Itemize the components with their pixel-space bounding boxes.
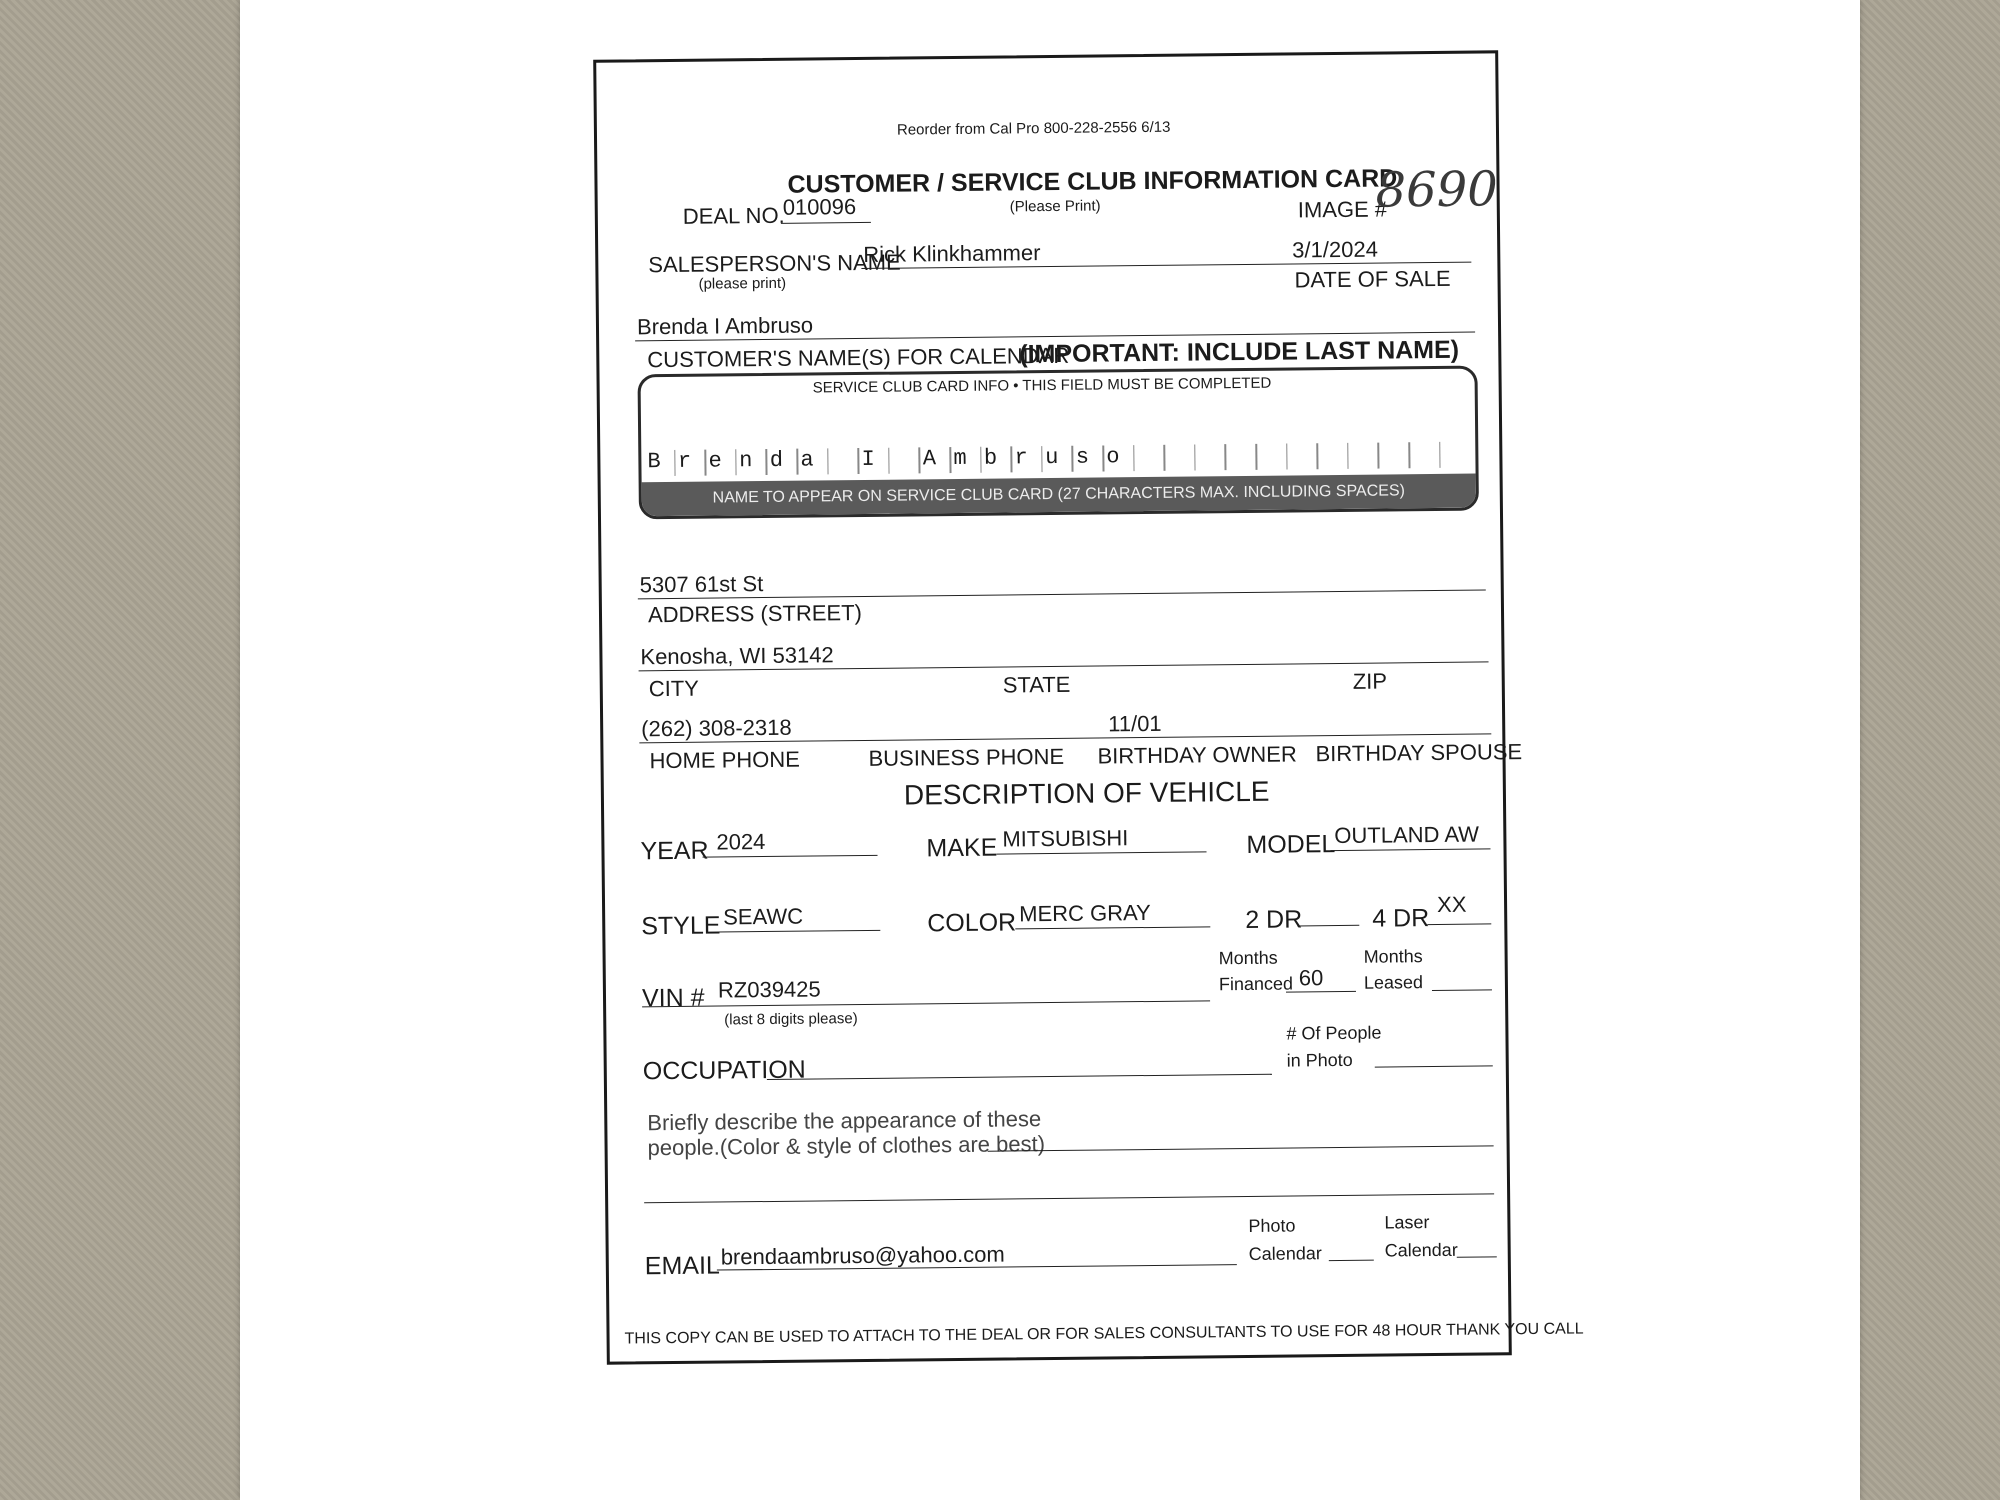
deal-no-label: DEAL NO.	[682, 202, 785, 229]
months-financed-value: 60	[1298, 965, 1324, 991]
service-club-cell-divider	[1133, 445, 1135, 471]
customer-name-value: Brenda I Ambruso	[636, 312, 814, 340]
service-club-cell-divider	[1378, 443, 1380, 469]
color-label: COLOR	[927, 908, 1017, 938]
salesperson-value: Rick Klinkhammer	[863, 240, 1041, 267]
customer-name-label: CUSTOMER'S NAME(S) FOR CALENDAR	[647, 342, 1070, 373]
image-number-handwritten: 8690	[1375, 161, 1499, 219]
service-club-cell-divider	[1194, 444, 1196, 470]
salesperson-label: SALESPERSON'S NAME	[648, 249, 901, 278]
reorder-note: Reorder from Cal Pro 800-228-2556 6/13	[896, 118, 1171, 139]
service-club-letter: u	[1045, 444, 1059, 471]
email-value: brendaambruso@yahoo.com	[720, 1241, 1005, 1270]
months-leased-label-2: Leased	[1363, 972, 1424, 993]
style-value: SEAWC	[723, 903, 804, 930]
laser-calendar-label-1: Laser	[1384, 1212, 1430, 1233]
service-club-letter: s	[1075, 444, 1090, 470]
service-club-cell-divider	[1072, 446, 1074, 472]
service-club-cell-divider	[1225, 444, 1227, 470]
service-club-cell-divider	[1408, 442, 1410, 468]
service-club-cell-divider	[1439, 442, 1441, 468]
service-club-cell-divider	[1010, 446, 1012, 472]
year-value: 2024	[716, 829, 766, 855]
service-club-letter: e	[708, 448, 722, 474]
zip-label: ZIP	[1352, 668, 1388, 694]
service-club-cell-divider	[1041, 446, 1043, 472]
vin-value: RZ039425	[717, 976, 821, 1003]
please-print-note: (Please Print)	[1009, 197, 1101, 216]
image-label: IMAGE #	[1297, 196, 1388, 223]
photo-calendar-label-1: Photo	[1248, 1215, 1296, 1236]
service-club-box	[637, 366, 1478, 520]
service-club-letter: r	[677, 448, 692, 474]
service-club-letter: o	[1106, 444, 1120, 470]
service-club-letter: n	[739, 448, 753, 474]
city-state-zip-value: Kenosha, WI 53142	[640, 642, 834, 670]
service-club-cell-divider	[796, 449, 798, 475]
service-club-cell-divider	[704, 450, 706, 476]
business-phone-label: BUSINESS PHONE	[868, 743, 1065, 771]
service-club-cell-divider	[1347, 443, 1349, 469]
four-door-label: 4 DR	[1372, 904, 1430, 933]
months-leased-label-1: Months	[1363, 946, 1423, 967]
model-label: MODEL	[1246, 830, 1336, 859]
year-label: YEAR	[640, 836, 709, 866]
style-label: STYLE	[641, 911, 721, 941]
service-club-letter: A	[922, 446, 937, 472]
describe-line-2: people.(Color & style of clothes are best)	[647, 1131, 1046, 1161]
four-door-value: XX	[1436, 891, 1467, 917]
salesperson-sub: (please print)	[698, 274, 787, 293]
information-card	[593, 50, 1584, 1364]
important-note: (IMPORTANT: INCLUDE LAST NAME)	[1019, 335, 1460, 369]
service-club-cell-divider	[735, 449, 737, 475]
address-label: ADDRESS (STREET)	[647, 599, 863, 628]
service-club-letter: r	[1014, 445, 1028, 471]
birthday-owner-label: BIRTHDAY OWNER	[1097, 741, 1297, 769]
birthday-spouse-label: BIRTHDAY SPOUSE	[1315, 739, 1523, 767]
service-club-letter: m	[953, 445, 967, 472]
service-club-cell-divider	[1255, 444, 1257, 470]
date-of-sale-label: DATE OF SALE	[1294, 265, 1451, 293]
home-phone-value: (262) 308-2318	[641, 714, 792, 742]
people-in-photo-label-1: # Of People	[1286, 1022, 1382, 1044]
model-value: OUTLAND AW	[1334, 821, 1480, 849]
months-financed-label-1: Months	[1218, 947, 1278, 969]
service-club-cell-divider	[888, 448, 890, 474]
service-club-cell-divider	[949, 447, 951, 473]
birthday-owner-value: 11/01	[1108, 710, 1162, 737]
service-club-letter: B	[647, 449, 661, 475]
laser-calendar-label-2: Calendar	[1384, 1239, 1458, 1261]
email-label: EMAIL	[644, 1251, 721, 1281]
home-phone-label: HOME PHONE	[649, 746, 801, 774]
describe-line-1: Briefly describe the appearance of these	[647, 1106, 1042, 1136]
vin-label: VIN #	[641, 983, 705, 1013]
date-of-sale-value: 3/1/2024	[1292, 236, 1378, 263]
vehicle-heading: DESCRIPTION OF VEHICLE	[903, 775, 1270, 811]
service-club-cell-divider	[1163, 445, 1165, 471]
service-club-cell-divider	[766, 449, 768, 475]
deal-no-value: 010096	[782, 194, 857, 220]
service-club-cell-divider	[857, 448, 859, 474]
service-club-cell-divider	[674, 450, 676, 476]
service-club-cell-divider	[1102, 445, 1104, 471]
color-value: MERC GRAY	[1019, 899, 1151, 927]
service-club-letter: d	[769, 447, 784, 473]
service-club-footer: NAME TO APPEAR ON SERVICE CLUB CARD (27 CHARACTERS MAX. INCLUDING SPACES)	[642, 474, 1476, 517]
card-title: CUSTOMER / SERVICE CLUB INFORMATION CARD	[787, 164, 1398, 199]
make-value: MITSUBISHI	[1002, 825, 1129, 852]
city-label: CITY	[648, 675, 700, 702]
service-club-letter: b	[983, 445, 998, 471]
months-financed-label-2: Financed	[1218, 973, 1294, 995]
state-label: STATE	[1002, 671, 1071, 698]
service-club-cell-divider	[919, 447, 921, 473]
two-door-label: 2 DR	[1245, 905, 1303, 934]
vin-sub: (last 8 digits please)	[724, 1010, 858, 1029]
service-club-letter: a	[800, 447, 814, 473]
photo-calendar-label-2: Calendar	[1248, 1243, 1322, 1264]
card-footer: THIS COPY CAN BE USED TO ATTACH TO THE DEAL OR FOR SALES CONSULTANTS TO USE FOR 48 HOUR THANK YOU CALL	[624, 1320, 1584, 1348]
service-club-letter: I	[861, 446, 875, 472]
people-in-photo-label-2: in Photo	[1286, 1049, 1353, 1071]
service-club-cell-divider	[827, 448, 829, 474]
service-club-cell-divider	[980, 447, 982, 473]
service-club-cell-divider	[1316, 443, 1318, 469]
address-value: 5307 61st St	[639, 571, 764, 598]
make-label: MAKE	[926, 833, 998, 863]
service-club-cell-divider	[1286, 444, 1288, 470]
occupation-label: OCCUPATION	[642, 1055, 806, 1086]
service-club-header: SERVICE CLUB CARD INFO • THIS FIELD MUST BE COMPLETED	[812, 374, 1272, 397]
